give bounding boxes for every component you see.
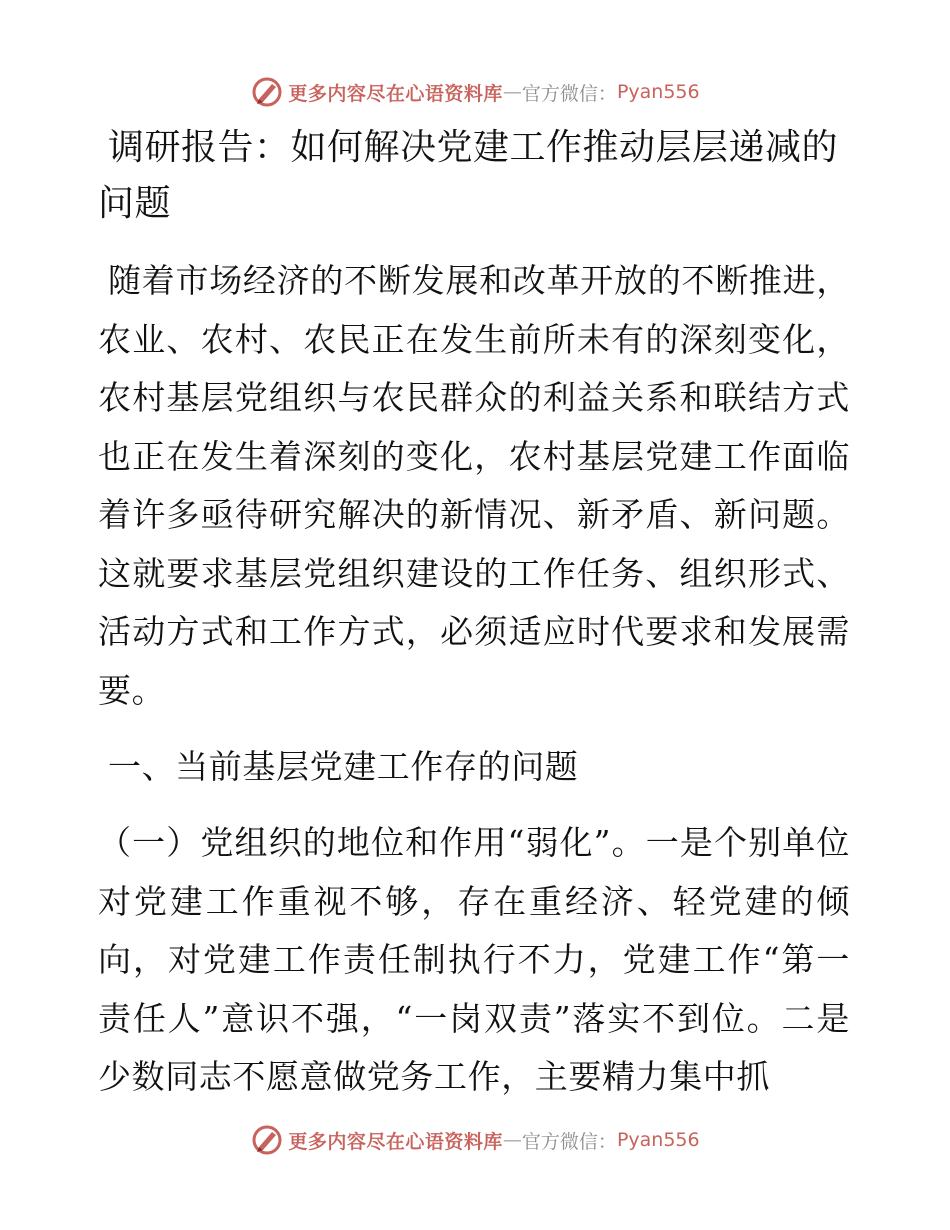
pen-circle-logo-icon bbox=[250, 1123, 284, 1157]
banner-wechat-label: 官方微信： bbox=[521, 1130, 617, 1153]
intro-paragraph: 随着市场经济的不断发展和改革开放的不断推进，农业、农村、农民正在发生前所未有的深刻变化，农村基层党组织与农民群众的利益关系和联结方式也正在发生着深刻的变化，农村基层党建工作面临着许多亟待研究解决的新情况、新矛盾、新问题。这就要求基层党组织建设的工作任务、组织形式、活动方式和工作方式，必须适应时代要求和发展需要。 bbox=[98, 261, 850, 710]
banner-separator: — bbox=[502, 1129, 522, 1151]
pen-circle-logo-icon bbox=[250, 75, 284, 109]
section-heading: 一、当前基层党建工作存的问题 bbox=[108, 747, 579, 786]
document-title: 调研报告：如何解决党建工作推动层层递减的问题 bbox=[98, 127, 839, 224]
banner-separator: — bbox=[502, 81, 522, 103]
banner-brand-text: 更多内容尽在心语资料库 bbox=[288, 82, 503, 105]
banner-brand-text: 更多内容尽在心语资料库 bbox=[288, 1130, 503, 1153]
document-body bbox=[98, 120, 850, 1107]
banner-wechat-label: 官方微信： bbox=[521, 82, 617, 105]
banner-wechat-id: Pyan556 bbox=[616, 81, 700, 103]
section-paragraph: （一）党组织的地位和作用“弱化”。一是个别单位对党建工作重视不够，存在重经济、轻党建的倾向，对党建工作责任制执行不力，党建工作“第一责任人”意识不强，“一岗双责”落实不到位。二是少数同志不愿意做党务工作，主要精力集中抓 bbox=[98, 823, 850, 1096]
banner-wechat-id: Pyan556 bbox=[616, 1129, 700, 1151]
header-watermark-banner bbox=[0, 72, 950, 112]
footer-watermark-banner bbox=[0, 1120, 950, 1160]
